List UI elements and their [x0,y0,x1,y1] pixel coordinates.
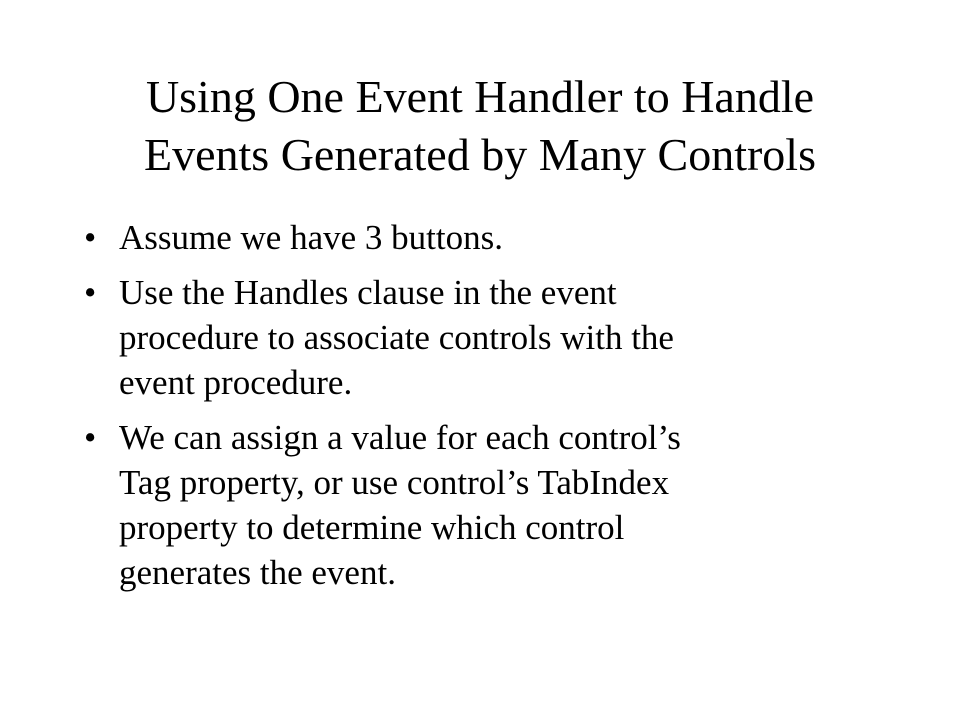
bullet-item-2 [84,270,874,405]
slide-title-line-2: Events Generated by Many Controls [144,129,816,180]
bullet-3-line-1: We can assign a value for each control’s [119,418,681,457]
bullet-3-line-3: property to determine which control [119,508,625,547]
bullet-2-line-2: procedure to associate controls with the [119,318,674,357]
bullet-list [84,215,874,605]
bullet-marker: • [84,273,97,312]
bullet-marker: • [84,218,97,257]
bullet-2-line-3: event procedure. [119,363,353,402]
slide-title [40,68,920,184]
slide-title-line-1: Using One Event Handler to Handle [145,71,815,122]
bullet-1-line-1: Assume we have 3 buttons. [119,218,503,257]
bullet-2-line-1: Use the Handles clause in the event [119,273,617,312]
bullet-item-3 [84,415,874,595]
bullet-3-line-4: generates the event. [119,553,396,592]
bullet-item-1 [84,215,874,260]
bullet-3-line-2: Tag property, or use control’s TabIndex [119,463,670,502]
bullet-marker: • [84,418,97,457]
